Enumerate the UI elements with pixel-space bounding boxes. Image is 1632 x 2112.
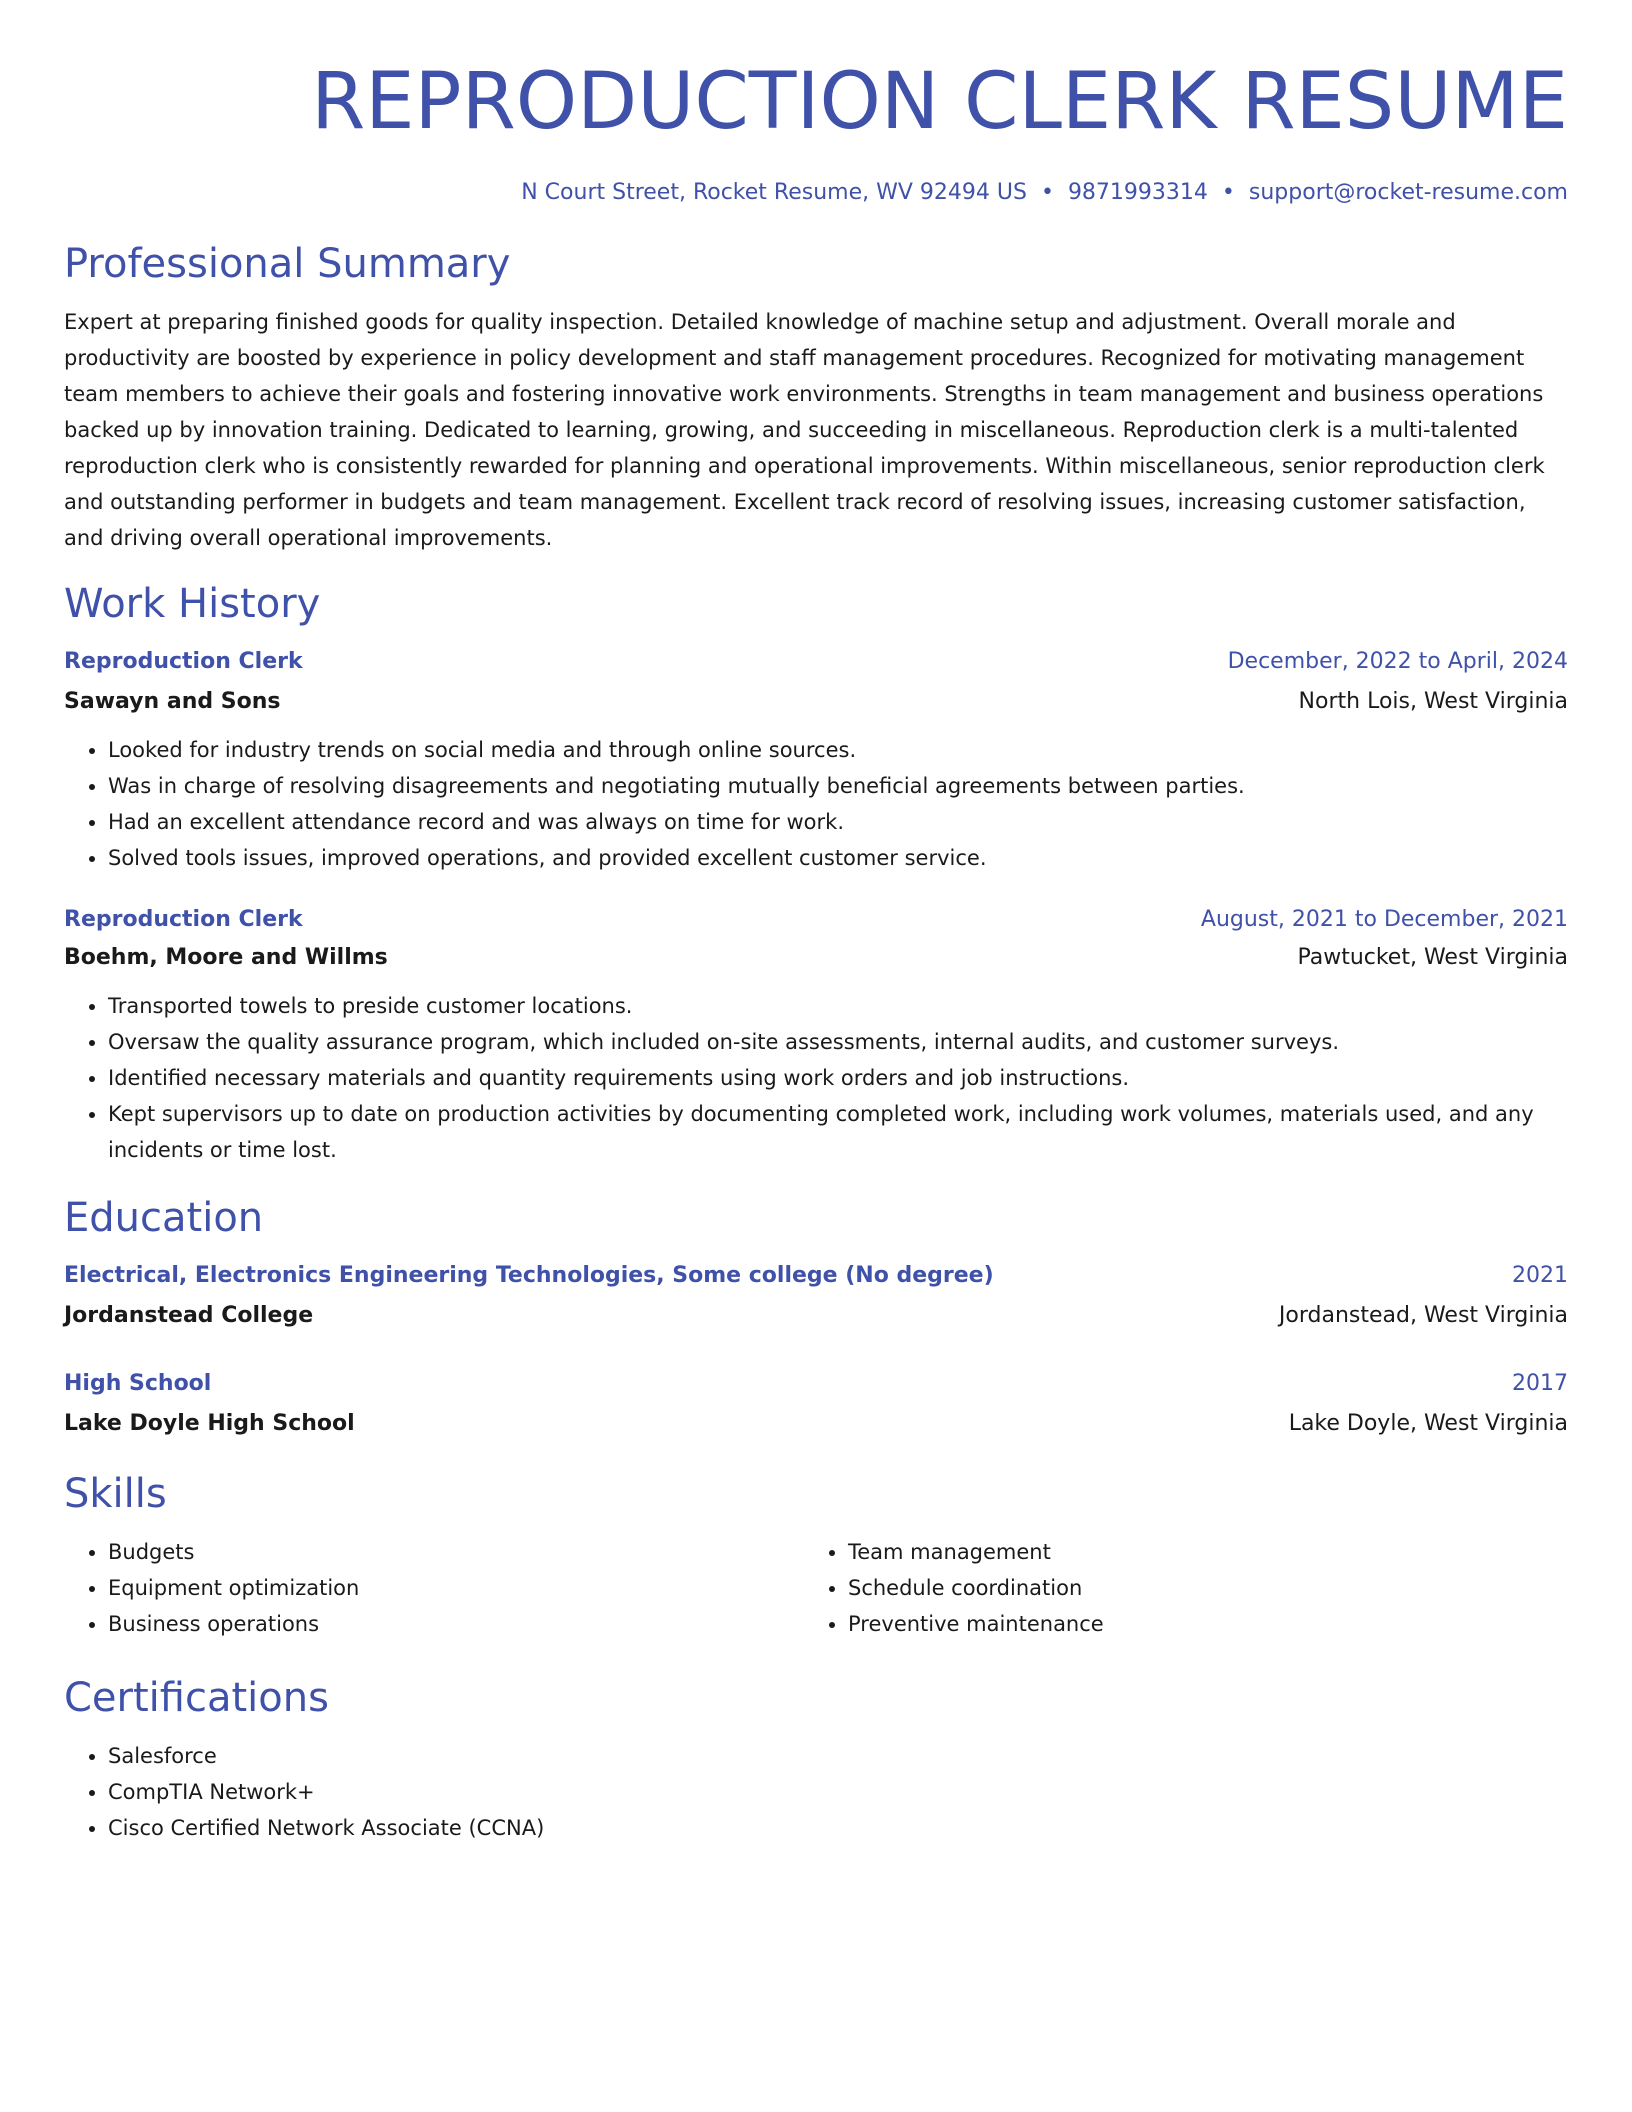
job-dates: December, 2022 to April, 2024 <box>1227 649 1568 674</box>
skills-section <box>64 1468 1568 1642</box>
contact-address: N Court Street, Rocket Resume, WV 92494 US <box>521 180 1027 205</box>
education-school-row <box>64 1298 1568 1334</box>
skill-item: • Team management <box>848 1534 1544 1570</box>
skills-heading: Skills <box>64 1471 167 1517</box>
job-bullet: • Solved tools issues, improved operations, and provided excellent customer service. <box>108 840 1568 876</box>
job-bullet: • Oversaw the quality assurance program, which included on-site assessments, internal audits, and customer surveys. <box>108 1024 1568 1060</box>
summary-section <box>64 238 1568 556</box>
skill-item: • Business operations <box>108 1606 804 1642</box>
certifications-list <box>64 1738 1568 1846</box>
education-degree-row <box>64 1258 1568 1294</box>
job-title: Reproduction Clerk <box>64 907 303 932</box>
skills-list-left <box>64 1534 804 1642</box>
skill-item: • Preventive maintenance <box>848 1606 1544 1642</box>
resume-header <box>64 0 1568 208</box>
skills-columns <box>64 1534 1568 1642</box>
job-company: Sawayn and Sons <box>64 689 281 714</box>
education-school: Lake Doyle High School <box>64 1411 355 1436</box>
contact-email: support@rocket-resume.com <box>1248 180 1568 205</box>
resume-title: REPRODUCTION CLERK RESUME <box>311 57 1568 147</box>
skills-list-right <box>804 1534 1544 1642</box>
job-bullet: • Kept supervisors up to date on production activities by documenting completed work, including work volumes, materials used, and any incidents or time lost. <box>108 1096 1568 1168</box>
job-entry <box>64 902 1568 1168</box>
education-entry <box>64 1258 1568 1334</box>
education-location: Lake Doyle, West Virginia <box>1288 1411 1568 1436</box>
certification-item: • Salesforce <box>108 1738 1568 1774</box>
contact-line <box>64 178 1568 208</box>
job-bullet: • Identified necessary materials and quantity requirements using work orders and job instructions. <box>108 1060 1568 1096</box>
job-bullet: • Had an excellent attendance record and was always on time for work. <box>108 804 1568 840</box>
job-bullet: • Looked for industry trends on social media and through online sources. <box>108 732 1568 768</box>
contact-separator: • <box>1040 180 1054 205</box>
contact-separator: • <box>1221 180 1235 205</box>
job-bullets <box>64 988 1568 1168</box>
job-bullets <box>64 732 1568 876</box>
skill-item: • Schedule coordination <box>848 1570 1544 1606</box>
job-company: Boehm, Moore and Willms <box>64 945 388 970</box>
work-history-section <box>64 578 1568 1168</box>
certification-item: • Cisco Certified Network Associate (CCNA) <box>108 1810 1568 1846</box>
education-school-row <box>64 1406 1568 1442</box>
education-degree-row <box>64 1366 1568 1402</box>
job-title-row <box>64 644 1568 680</box>
job-company-row <box>64 940 1568 976</box>
skill-item: • Equipment optimization <box>108 1570 804 1606</box>
contact-phone: 9871993314 <box>1067 180 1208 205</box>
education-location: Jordanstead, West Virginia <box>1278 1303 1568 1328</box>
certification-item: • CompTIA Network+ <box>108 1774 1568 1810</box>
job-bullet: • Was in charge of resolving disagreements and negotiating mutually beneficial agreements between parties. <box>108 768 1568 804</box>
certifications-section <box>64 1672 1568 1846</box>
job-title: Reproduction Clerk <box>64 649 303 674</box>
job-bullet: • Transported towels to preside customer locations. <box>108 988 1568 1024</box>
job-entry <box>64 644 1568 876</box>
education-year: 2021 <box>1512 1263 1568 1288</box>
job-location: North Lois, West Virginia <box>1298 689 1568 714</box>
job-company-row <box>64 684 1568 720</box>
education-section <box>64 1192 1568 1442</box>
job-dates: August, 2021 to December, 2021 <box>1200 907 1568 932</box>
education-year: 2017 <box>1512 1371 1568 1396</box>
work-history-heading: Work History <box>64 581 321 627</box>
education-school: Jordanstead College <box>64 1303 314 1328</box>
education-entry <box>64 1366 1568 1442</box>
education-degree: Electrical, Electronics Engineering Technologies, Some college (No degree) <box>64 1263 994 1288</box>
skill-item: • Budgets <box>108 1534 804 1570</box>
summary-heading: Professional Summary <box>64 241 511 287</box>
job-title-row <box>64 902 1568 938</box>
summary-text: Expert at preparing finished goods for quality inspection. Detailed knowledge of machine setup and adjustment. Overall morale and productivity are boosted by experience in policy development and staff management procedures. Recognized for motivating management team members to achieve their goals and fostering innovative work environments. Strengths in team management and business operations backed up by innovation training. Dedicated to learning, growing, and succeeding in miscellaneous. Reproduction clerk is a multi-talented reproduction clerk who is consistently rewarded for planning and operational improvements. Within miscellaneous, senior reproduction clerk and outstanding performer in budgets and team management. Excellent track record of resolving issues, increasing customer satisfaction, and driving overall operational improvements. <box>64 310 1545 550</box>
certifications-heading: Certifications <box>64 1675 329 1721</box>
job-location: Pawtucket, West Virginia <box>1297 945 1568 970</box>
education-degree: High School <box>64 1371 212 1396</box>
education-heading: Education <box>64 1195 264 1241</box>
